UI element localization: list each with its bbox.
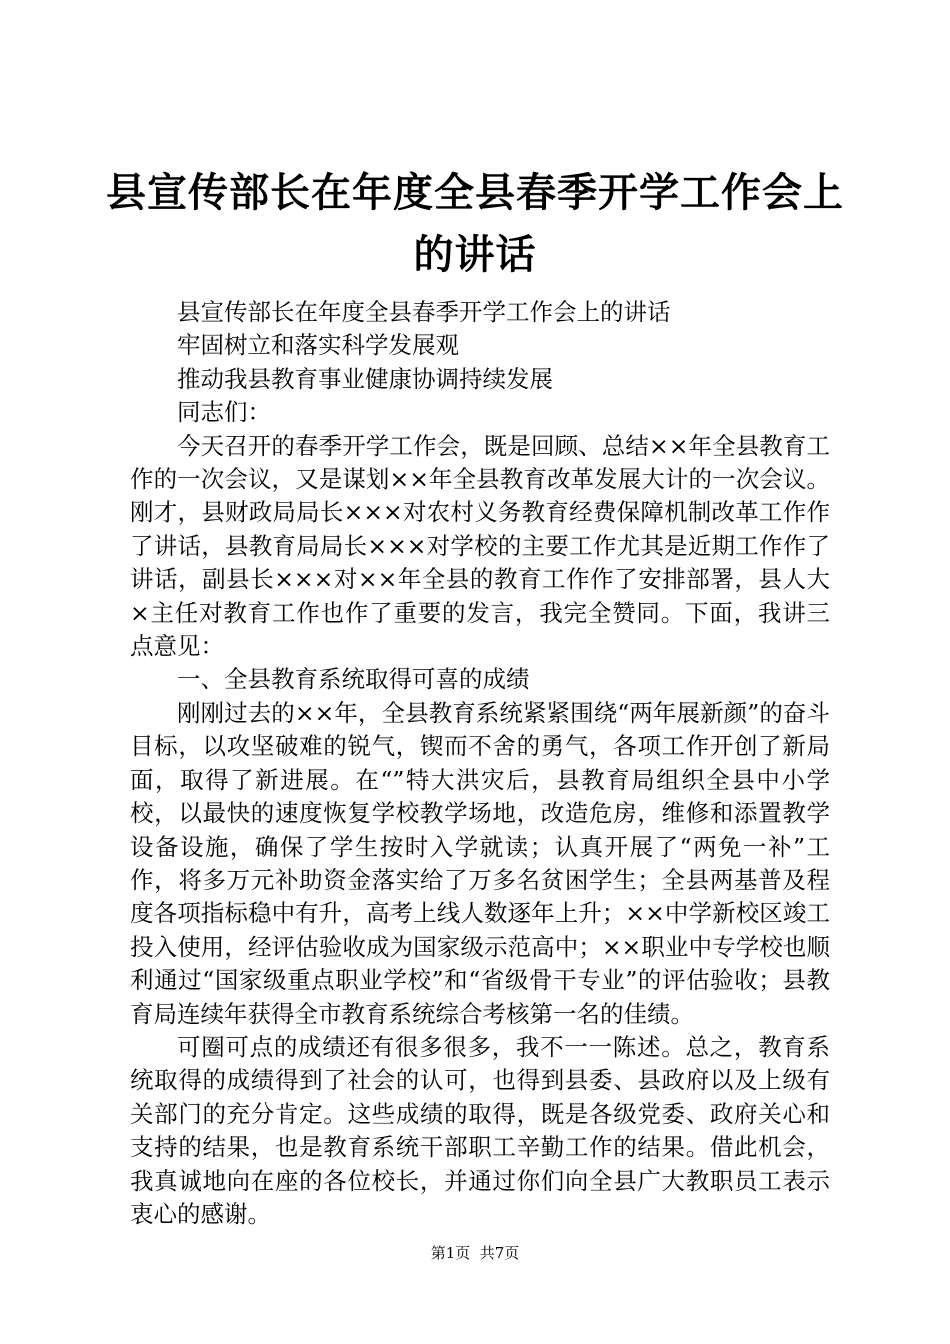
document-title: 县宣传部长在年度全县春季开学工作会上的讲话	[106, 170, 844, 278]
body-paragraph: 刚刚过去的××年，全县教育系统紧紧围绕“两年展新颜”的奋斗目标，以攻坚破难的锐气，锲而不舍的勇气，各项工作开创了新局面，取得了新进展。在“”特大洪灾后，县教育局组织全县中小学校，以最快的速度恢复学校教学场地，改造危房，维修和添置教学设备设施，确保了学生按时入学就读；认真开展了“两免一补”工作，将多万元补助资金落实给了万多名贫困学生；全县两基普及程度各项指标稳中有升，高考上线人数逐年上升；××中学新校区竣工投入使用，经评估验收成为国家级示范高中；××职业中专学校也顺利通过“国家级重点职业学校”和“省级骨干专业”的评估验收；县教育局连续年获得全市教育系统综合考核第一名的佳绩。	[130, 698, 830, 1028]
subtitle-line: 牢固树立和落实科学发展观	[177, 331, 459, 360]
subtitle-line: 县宣传部长在年度全县春季开学工作会上的讲话	[177, 298, 671, 326]
document-body	[130, 296, 830, 1231]
body-paragraph: 今天召开的春季开学工作会，既是回顾、总结××年全县教育工作的一次会议，又是谋划××年全县教育改革发展大计的一次会议。刚才，县财政局局长×××对农村义务教育经费保障机制改革工作作了讲话，县教育局局长×××对学校的主要工作尤其是近期工作作了讲话，副县长×××对××年全县的教育工作作了安排部署，县人大×主任对教育工作也作了重要的发言，我完全赞同。下面，我讲三点意见：	[130, 431, 830, 661]
salutation: 同志们：	[177, 398, 271, 427]
subtitle-line: 推动我县教育事业健康协调持续发展	[177, 364, 553, 393]
body-paragraph: 可圈可点的成绩还有很多很多，我不一一陈述。总之，教育系统取得的成绩得到了社会的认可，也得到县委、县政府以及上级有关部门的充分肯定。这些成绩的取得，既是各级党委、政府关心和支持的结果，也是教育系统干部职工辛勤工作的结果。借此机会，我真诚地向在座的各位校长，并通过你们向全县广大教职员工表示衷心的感谢。	[130, 1032, 830, 1228]
page-footer: 第1页 共7页	[430, 1244, 520, 1262]
section-heading: 一、全县教育系统取得可喜的成绩	[177, 665, 530, 694]
